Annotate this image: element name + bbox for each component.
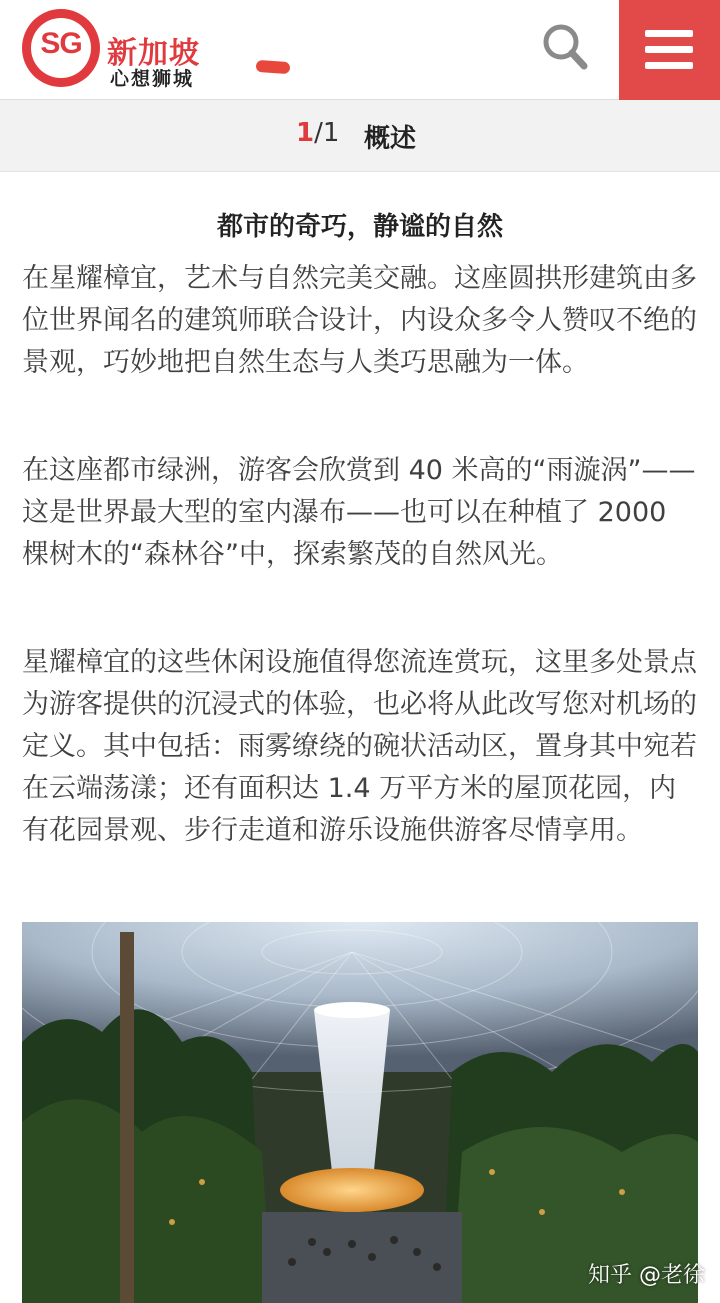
sg-logo-icon[interactable] — [22, 9, 100, 87]
logo-title[interactable]: 新加坡 — [107, 36, 200, 71]
logo-tagline: 心想狮城 — [110, 68, 195, 90]
search-icon — [536, 18, 596, 78]
section-pager[interactable] — [0, 100, 720, 172]
total-pages: /1 — [314, 118, 340, 148]
article-heading: 都市的奇巧，静谧的自然 — [216, 212, 503, 242]
article-paragraph: 星耀樟宜的这些休闲设施值得您流连赏玩，这里多处景点为游客提供的沉浸式的体验，也必将从此改写您对机场的定义。其中包括：雨雾缭绕的碗状活动区，置身其中宛若在云端荡漾；还有面积达 1.4 万平方米的屋顶花园，内有花园景观、步行走道和游乐设施供游客尽情享用。 — [22, 647, 697, 846]
site-header — [0, 0, 720, 100]
rain-vortex-photo[interactable] — [22, 922, 698, 1303]
red-scribble-mark — [256, 60, 291, 74]
search-button[interactable] — [536, 18, 596, 78]
page-indicator — [296, 118, 339, 148]
menu-button[interactable] — [619, 0, 720, 100]
article-paragraph: 在这座都市绿洲，游客会欣赏到 40 米高的“雨漩涡”——这是世界最大型的室内瀑布——也可以在种植了 2000 棵树木的“森林谷”中，探索繁茂的自然风光。 — [22, 455, 696, 570]
logo-mark: SG — [40, 27, 82, 60]
photo-watermark: 知乎 @老徐 — [588, 1263, 705, 1288]
section-title: 概述 — [364, 124, 417, 154]
current-page: 1 — [296, 118, 315, 148]
article-paragraph: 在星耀樟宜，艺术与自然完美交融。这座圆拱形建筑由多位世界闻名的建筑师联合设计，内设众多令人赞叹不绝的景观，巧妙地把自然生态与人类巧思融为一体。 — [22, 263, 697, 378]
